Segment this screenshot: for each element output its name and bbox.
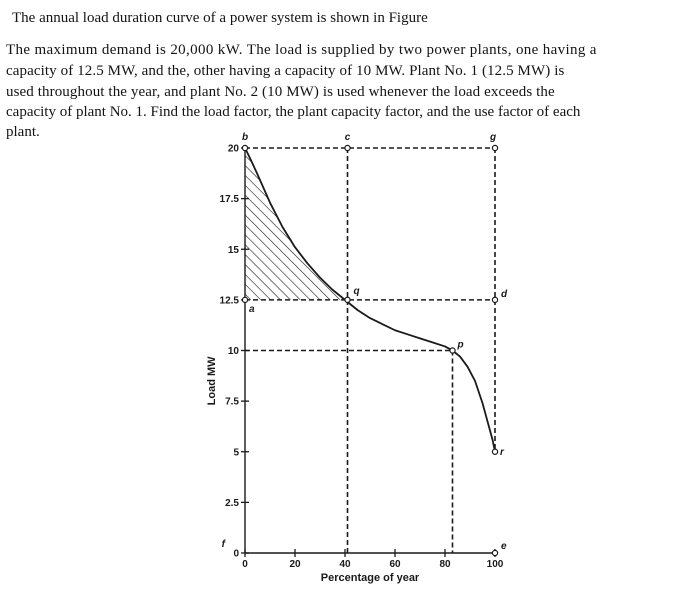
- problem-line: The maximum demand is 20,000 kW. The load is supplied by two power plants, one having a: [6, 42, 597, 58]
- y-axis-label: Load MW: [206, 356, 218, 406]
- point-label-d: d: [501, 288, 508, 300]
- curve-point-e: [492, 550, 497, 555]
- point-label-e: e: [501, 541, 507, 552]
- problem-line: used throughout the year, and plant No. 2 (10 MW) is used whenever the load exceeds the: [6, 84, 555, 100]
- y-tick-label: 5: [233, 447, 239, 459]
- y-tick-label: 10: [227, 346, 239, 357]
- y-tick-label: 2.5: [225, 497, 239, 509]
- hatched-area: [245, 148, 348, 300]
- y-tick-label: 20: [227, 143, 239, 155]
- point-label-q: q: [353, 285, 360, 297]
- x-axis-label: Percentage of year: [320, 572, 420, 584]
- y-tick-label: 17.5: [219, 194, 239, 206]
- point-label-b: b: [241, 132, 249, 143]
- y-tick-label: 0: [233, 548, 239, 560]
- point-label-a: a: [249, 303, 255, 315]
- problem-line: capacity of plant No. 1. Find the load factor, the plant capacity factor, and the use factor of each: [6, 104, 581, 120]
- problem-intro-line: The annual load duration curve of a power system is shown in Figure: [12, 10, 428, 26]
- y-tick-label: 7.5: [225, 396, 239, 408]
- curve-point-d: [492, 297, 497, 302]
- x-tick-label: 20: [289, 559, 301, 570]
- x-tick-label: 60: [389, 559, 401, 570]
- y-tick-label: 15: [227, 244, 239, 256]
- x-tick-label: 80: [439, 559, 451, 570]
- point-label-c: c: [344, 132, 351, 143]
- curve-point-c: [345, 145, 350, 150]
- curve-point-q: [345, 297, 350, 302]
- curve-point-b: [242, 145, 247, 150]
- y-tick-label: 12.5: [219, 295, 239, 307]
- problem-line: capacity of 12.5 MW, and the, other having a capacity of 10 MW. Plant No. 1 (12.5 MW) is: [6, 63, 565, 79]
- point-label-p: p: [457, 339, 464, 351]
- x-tick-label: 100: [486, 559, 504, 570]
- point-label-f: f: [221, 539, 225, 550]
- curve-point-p: [450, 348, 455, 353]
- point-label-r: r: [500, 446, 504, 458]
- curve-point-g: [492, 145, 497, 150]
- problem-line: plant.: [6, 124, 40, 140]
- point-label-g: g: [489, 132, 497, 143]
- x-tick-label: 40: [339, 559, 351, 570]
- curve-point-r: [492, 449, 497, 454]
- curve-point-a: [242, 297, 247, 302]
- x-tick-label: 0: [242, 559, 248, 570]
